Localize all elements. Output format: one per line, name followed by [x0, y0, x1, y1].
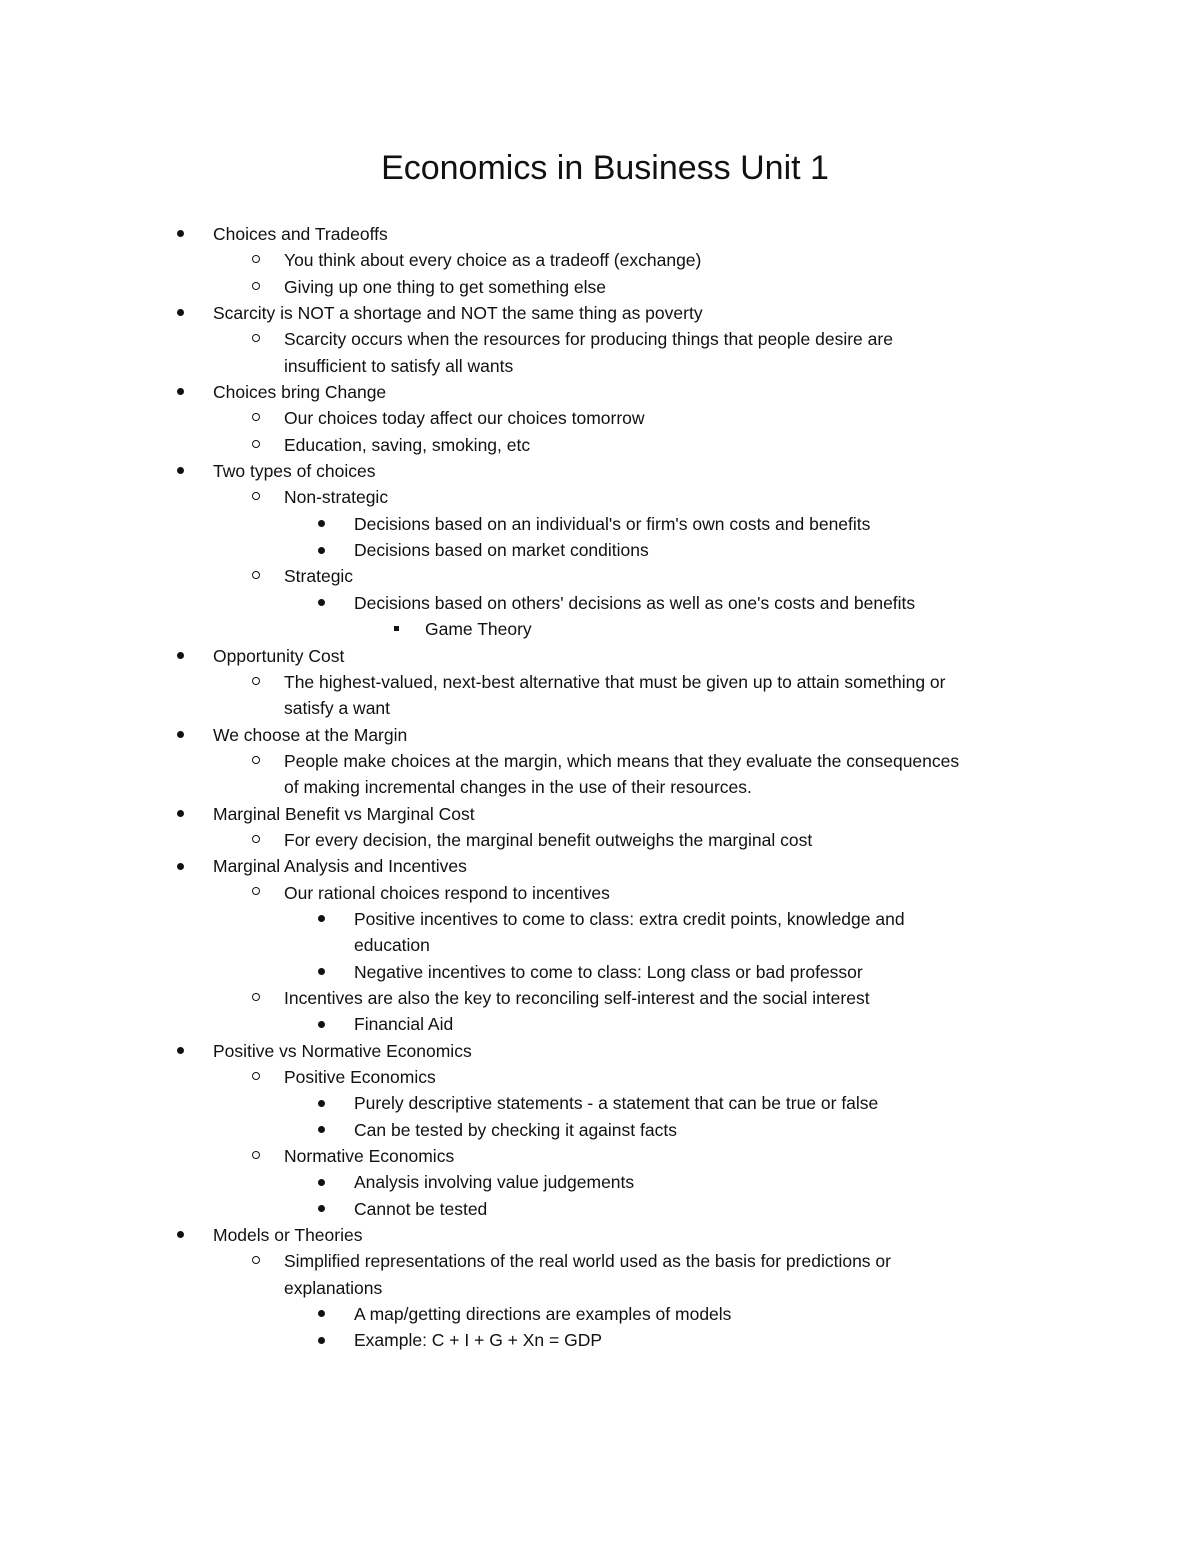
outline-item-text: You think about every choice as a tradeoff (exchange) — [284, 250, 702, 271]
outline-item-level-2 — [0, 695, 1200, 721]
bullet-circle-icon — [246, 274, 266, 300]
outline-item-text: For every decision, the marginal benefit outweighs the marginal cost — [284, 829, 813, 850]
bullet-circle-icon — [246, 827, 266, 853]
bullet-circle-icon — [246, 405, 266, 431]
outline-item-text: Purely descriptive statements - a statement that can be true or false — [354, 1093, 879, 1114]
outline-item-level-2 — [0, 985, 1200, 1011]
outline-item-text: A map/getting directions are examples of models — [354, 1304, 732, 1325]
outline-item-text: Simplified representations of the real world used as the basis for predictions or — [284, 1251, 891, 1272]
outline-item-level-3 — [0, 959, 1200, 985]
bullet-square-icon — [386, 616, 406, 642]
outline-item-level-2 — [0, 563, 1200, 589]
outline-item-text: Two types of choices — [213, 461, 376, 482]
bullet-dot-icon — [311, 537, 331, 563]
outline-item-text: We choose at the Margin — [213, 724, 408, 745]
outline-item-level-3 — [0, 906, 1200, 932]
bullet-dot-icon — [170, 300, 190, 326]
outline-item-level-3 — [0, 1090, 1200, 1116]
outline-item-level-1 — [0, 458, 1200, 484]
bullet-dot-icon — [311, 1169, 331, 1195]
outline-item-text: Can be tested by checking it against facts — [354, 1119, 677, 1140]
bullet-dot-icon — [170, 221, 190, 247]
outline-item-text: Financial Aid — [354, 1014, 454, 1035]
outline-item-text: Scarcity occurs when the resources for producing things that people desire are — [284, 329, 893, 350]
outline-item-text: education — [354, 935, 430, 956]
outline-item-level-3 — [0, 537, 1200, 563]
bullet-dot-icon — [170, 801, 190, 827]
outline-item-level-1 — [0, 379, 1200, 405]
outline-item-text: Scarcity is NOT a shortage and NOT the same thing as poverty — [213, 303, 703, 324]
bullet-dot-icon — [170, 722, 190, 748]
bullet-dot-icon — [311, 1327, 331, 1353]
outline-item-level-3 — [0, 1169, 1200, 1195]
outline-item-text: Models or Theories — [213, 1225, 363, 1246]
bullet-dot-icon — [311, 959, 331, 985]
outline-item-level-2 — [0, 774, 1200, 800]
outline-item-level-3 — [0, 1196, 1200, 1222]
outline-item-text: insufficient to satisfy all wants — [284, 355, 514, 376]
outline-item-text: Our choices today affect our choices tomorrow — [284, 408, 645, 429]
outline-item-text: Game Theory — [425, 619, 532, 640]
outline-item-text: Marginal Analysis and Incentives — [213, 856, 467, 877]
bullet-dot-icon — [170, 853, 190, 879]
outline-item-level-2 — [0, 405, 1200, 431]
outline-item-text: Our rational choices respond to incentives — [284, 882, 610, 903]
outline-item-level-2 — [0, 274, 1200, 300]
bullet-circle-icon — [246, 669, 266, 695]
outline-item-text: People make choices at the margin, which means that they evaluate the consequences — [284, 750, 960, 771]
outline-item-level-1 — [0, 722, 1200, 748]
outline-item-text: Normative Economics — [284, 1146, 455, 1167]
outline-item-text: Education, saving, smoking, etc — [284, 434, 531, 455]
bullet-dot-icon — [311, 590, 331, 616]
outline-item-text: The highest-valued, next-best alternative that must be given up to attain something or — [284, 671, 946, 692]
outline-item-level-3 — [0, 590, 1200, 616]
outline-item-level-2 — [0, 432, 1200, 458]
outline-item-level-1 — [0, 853, 1200, 879]
bullet-circle-icon — [246, 985, 266, 1011]
outline-item-text: Choices bring Change — [213, 382, 387, 403]
bullet-circle-icon — [246, 1064, 266, 1090]
outline-item-text: Positive vs Normative Economics — [213, 1040, 472, 1061]
outline-item-text: Non-strategic — [284, 487, 389, 508]
outline-item-text: Choices and Tradeoffs — [213, 224, 388, 244]
bullet-dot-icon — [311, 1196, 331, 1222]
outline-item-level-3 — [0, 1011, 1200, 1037]
outline-list — [0, 221, 1200, 1354]
bullet-circle-icon — [246, 326, 266, 352]
outline-item-level-2 — [0, 880, 1200, 906]
outline-item-text: Positive incentives to come to class: extra credit points, knowledge and — [354, 908, 905, 929]
bullet-circle-icon — [246, 432, 266, 458]
outline-item-text: Decisions based on an individual's or firm's own costs and benefits — [354, 513, 871, 534]
outline-item-level-2 — [0, 326, 1200, 352]
outline-item-level-1 — [0, 1038, 1200, 1064]
bullet-dot-icon — [311, 1301, 331, 1327]
outline-item-level-4 — [0, 616, 1200, 642]
outline-item-level-3 — [0, 1327, 1200, 1353]
outline-item-text: Negative incentives to come to class: Long class or bad professor — [354, 961, 863, 982]
bullet-dot-icon — [170, 458, 190, 484]
outline-item-text: Analysis involving value judgements — [354, 1172, 635, 1193]
outline-item-level-2 — [0, 1143, 1200, 1169]
bullet-circle-icon — [246, 247, 266, 273]
outline-item-level-1 — [0, 300, 1200, 326]
bullet-dot-icon — [311, 1011, 331, 1037]
outline-item-level-2 — [0, 1064, 1200, 1090]
outline-item-level-1 — [0, 643, 1200, 669]
outline-item-text: Positive Economics — [284, 1067, 436, 1087]
outline-item-level-1 — [0, 221, 1200, 247]
bullet-dot-icon — [311, 1117, 331, 1143]
outline-item-text: Strategic — [284, 566, 354, 587]
bullet-dot-icon — [311, 511, 331, 537]
outline-item-text: Decisions based on others' decisions as well as one's costs and benefits — [354, 592, 916, 613]
outline-item-text: explanations — [284, 1277, 383, 1298]
outline-item-level-2 — [0, 669, 1200, 695]
bullet-circle-icon — [246, 880, 266, 906]
outline-item-text: Example: C + I + G + Xn = GDP — [354, 1330, 603, 1351]
bullet-dot-icon — [311, 1090, 331, 1116]
outline-item-level-3 — [0, 1117, 1200, 1143]
outline-item-level-2 — [0, 1275, 1200, 1301]
bullet-dot-icon — [170, 379, 190, 405]
outline-item-text: satisfy a want — [284, 698, 391, 719]
bullet-dot-icon — [170, 1222, 190, 1248]
outline-item-text: Decisions based on market conditions — [354, 540, 649, 561]
bullet-circle-icon — [246, 1248, 266, 1274]
outline-item-level-2 — [0, 827, 1200, 853]
outline-item-text: of making incremental changes in the use of their resources. — [284, 777, 752, 798]
outline-item-level-1 — [0, 1222, 1200, 1248]
outline-item-text: Incentives are also the key to reconciling self-interest and the social interest — [284, 987, 870, 1008]
outline-item-level-2 — [0, 353, 1200, 379]
outline-item-level-2 — [0, 1248, 1200, 1274]
outline-item-level-3 — [0, 511, 1200, 537]
outline-item-text: Giving up one thing to get something else — [284, 276, 607, 297]
outline-item-level-2 — [0, 748, 1200, 774]
bullet-circle-icon — [246, 563, 266, 589]
outline-item-level-3 — [0, 932, 1200, 958]
outline-item-level-3 — [0, 1301, 1200, 1327]
bullet-circle-icon — [246, 1143, 266, 1169]
bullet-circle-icon — [246, 484, 266, 510]
outline-item-text: Marginal Benefit vs Marginal Cost — [213, 803, 475, 824]
outline-item-level-2 — [0, 484, 1200, 510]
bullet-dot-icon — [170, 1038, 190, 1064]
bullet-dot-icon — [170, 643, 190, 669]
outline-item-text: Cannot be tested — [354, 1198, 488, 1219]
bullet-circle-icon — [246, 748, 266, 774]
outline-item-level-2 — [0, 247, 1200, 273]
page-title: Economics in Business Unit 1 — [381, 149, 829, 187]
outline-item-level-1 — [0, 801, 1200, 827]
bullet-dot-icon — [311, 906, 331, 932]
outline-item-text: Opportunity Cost — [213, 645, 345, 666]
